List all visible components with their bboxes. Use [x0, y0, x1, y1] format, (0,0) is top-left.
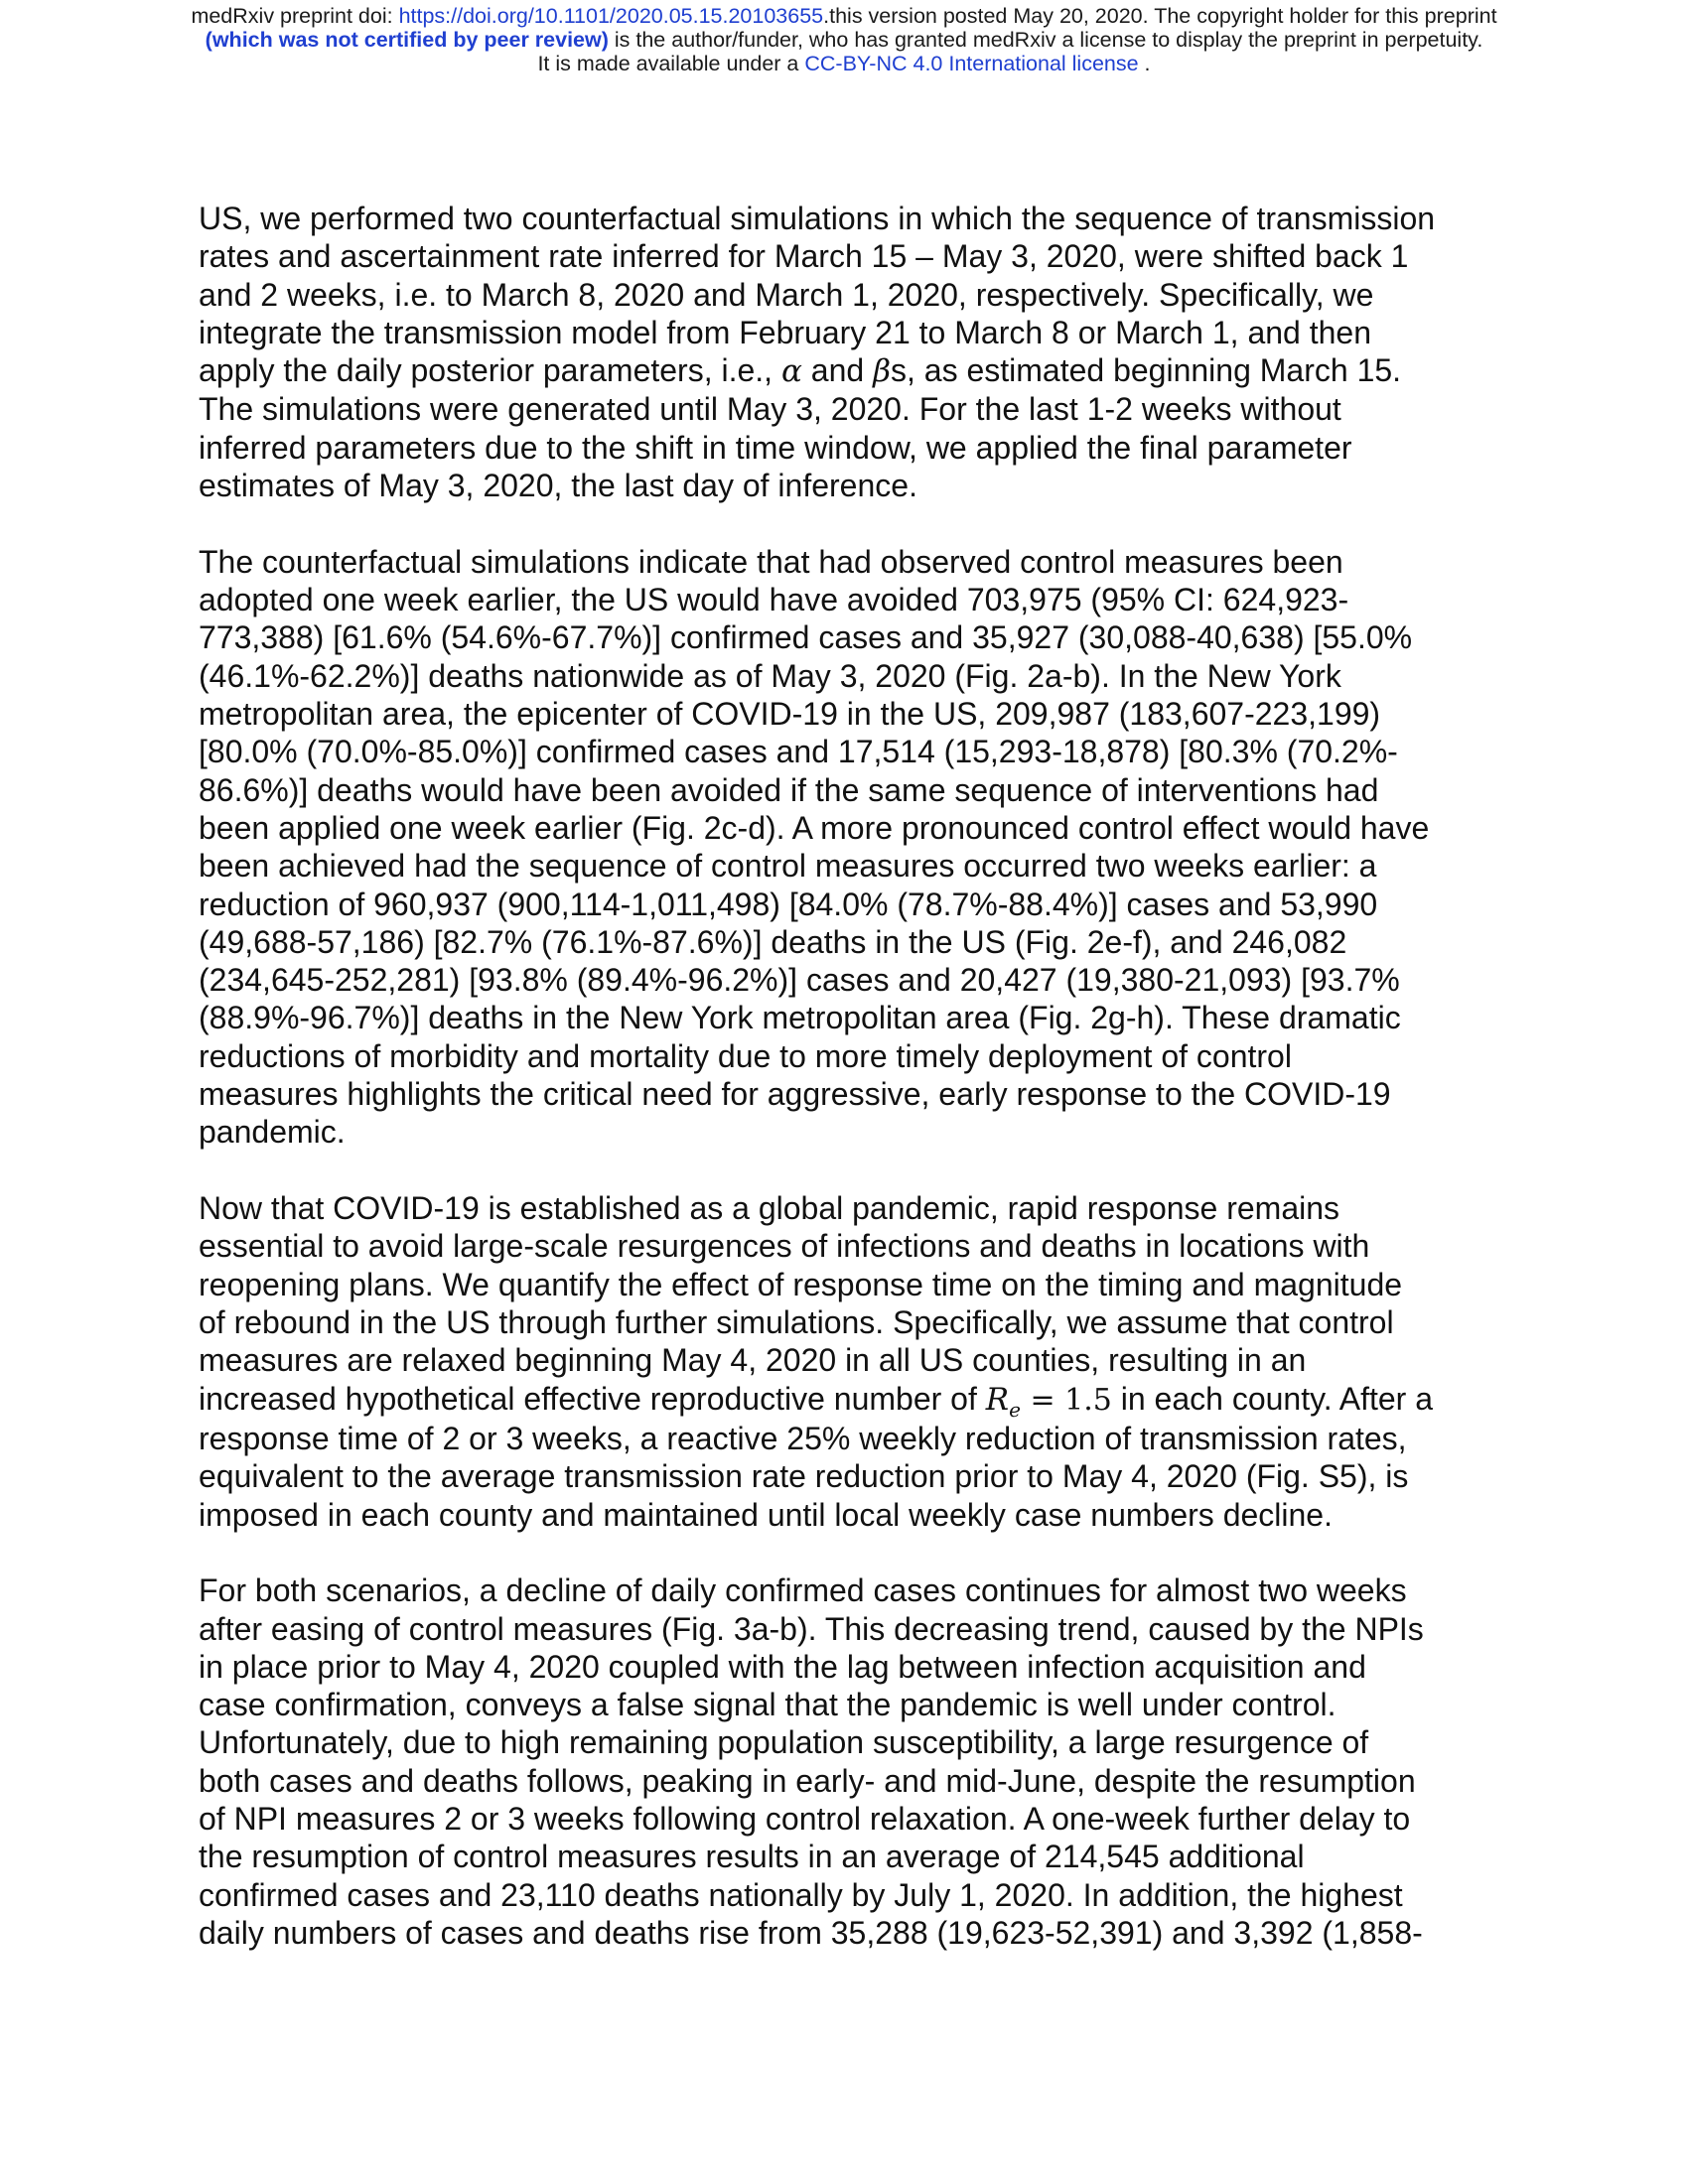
text-line: 773,388) [61.6% (54.6%-67.7%)] confirmed cases and 35,927 (30,088-40,638) [55.0% — [199, 619, 1413, 656]
text-fragment: apply the daily posterior parameters, i.e., — [199, 352, 781, 389]
banner-line-2 — [0, 28, 1688, 52]
banner-line-3 — [0, 52, 1688, 75]
text-line: (49,688-57,186) [82.7% (76.1%-87.6%)] deaths in the US (Fig. 2e-f), and 246,082 — [199, 923, 1347, 960]
text-line: reductions of morbidity and mortality due to more timely deployment of control — [199, 1037, 1292, 1074]
text-line: essential to avoid large-scale resurgences of infections and deaths in locations with — [199, 1228, 1370, 1265]
text-line: 86.6%)] deaths would have been avoided if the same sequence of interventions had — [199, 771, 1379, 808]
text-line-with-math — [199, 1380, 1509, 1420]
license-link[interactable]: CC-BY-NC 4.0 International license — [804, 52, 1139, 75]
text-line: metropolitan area, the epicenter of COVID-19 in the US, 209,987 (183,607-223,199) — [199, 696, 1381, 733]
text-line: (46.1%-62.2%)] deaths nationwide as of May 3, 2020 (Fig. 2a-b). In the New York — [199, 657, 1341, 694]
text-line: reduction of 960,937 (900,114-1,011,498) [84.0% (78.7%-88.4%)] cases and 53,990 — [199, 886, 1378, 922]
text-line: inferred parameters due to the shift in time window, we applied the final parameter — [199, 429, 1352, 466]
text-line: measures are relaxed beginning May 4, 2020 in all US counties, resulting in an — [199, 1342, 1307, 1379]
text-line: pandemic. — [199, 1114, 346, 1151]
text-line: The simulations were generated until May 3, 2020. For the last 1-2 weeks without — [199, 391, 1341, 428]
text-line: after easing of control measures (Fig. 3a-b). This decreasing trend, caused by the NPIs — [199, 1610, 1424, 1647]
text-line: adopted one week earlier, the US would have avoided 703,975 (95% CI: 624,923- — [199, 582, 1349, 618]
text-fragment: in each county. After a — [1111, 1380, 1434, 1417]
text-line: and 2 weeks, i.e. to March 8, 2020 and March 1, 2020, respectively. Specifically, we — [199, 276, 1374, 313]
text-line: been applied one week earlier (Fig. 2c-d). A more pronounced control effect would have — [199, 809, 1430, 846]
paragraph-response-time — [199, 1189, 1509, 1534]
license-statement: is the author/funder, who has granted medRxiv a license to display the preprint in perpetuity. — [608, 28, 1483, 52]
peer-review-note: (which was not certified by peer review) — [205, 28, 609, 52]
text-line: the resumption of control measures results in an average of 214,545 additional — [199, 1839, 1305, 1875]
text-fragment: and — [801, 352, 874, 389]
text-line: Unfortunately, due to high remaining population susceptibility, a large resurgence of — [199, 1724, 1369, 1761]
banner-line-1 — [0, 4, 1688, 28]
text-fragment: increased hypothetical effective reproductive number of — [199, 1380, 986, 1417]
re-letter: R — [985, 1381, 1010, 1418]
text-line: Now that COVID-19 is established as a global pandemic, rapid response remains — [199, 1190, 1340, 1227]
text-line: imposed in each county and maintained until local weekly case numbers decline. — [199, 1496, 1333, 1533]
text-line: case confirmation, conveys a false signal that the pandemic is well under control. — [199, 1687, 1336, 1723]
text-line: been achieved had the sequence of control measures occurred two weeks earlier: a — [199, 848, 1377, 885]
text-line: equivalent to the average transmission rate reduction prior to May 4, 2020 (Fig. S5), is — [199, 1458, 1409, 1495]
page-body — [199, 200, 1509, 1990]
text-line: of rebound in the US through further simulations. Specifically, we assume that control — [199, 1304, 1394, 1341]
posting-note: .this version posted May 20, 2020. The copyright holder for this preprint — [823, 4, 1497, 28]
paragraph-resurgence — [199, 1571, 1509, 1952]
text-line: daily numbers of cases and deaths rise from 35,288 (19,623-52,391) and 3,392 (1,858- — [199, 1914, 1423, 1951]
alpha-symbol: α — [780, 353, 802, 390]
doi-link[interactable]: https://doi.org/10.1101/2020.05.15.20103655 — [398, 4, 824, 28]
text-line: (234,645-252,281) [93.8% (89.4%-96.2%)] cases and 20,427 (19,380-21,093) [93.7% — [199, 962, 1400, 999]
text-line: confirmed cases and 23,110 deaths nationally by July 1, 2020. In addition, the highest — [199, 1876, 1403, 1913]
text-line: For both scenarios, a decline of daily confirmed cases continues for almost two weeks — [199, 1572, 1407, 1609]
text-line: measures highlights the critical need for aggressive, early response to the COVID-19 — [199, 1076, 1391, 1113]
text-line: of NPI measures 2 or 3 weeks following control relaxation. A one-week further delay to — [199, 1801, 1411, 1838]
beta-symbol: β — [873, 353, 891, 390]
text-line: (88.9%-96.7%)] deaths in the New York metropolitan area (Fig. 2g-h). These dramatic — [199, 1000, 1401, 1036]
text-line: rates and ascertainment rate inferred for March 15 – May 3, 2020, were shifted back 1 — [199, 238, 1409, 275]
re-subscript: e — [1009, 1397, 1021, 1422]
text-fragment: s, as estimated beginning March 15. — [890, 352, 1402, 389]
re-value: = 1.5 — [1020, 1382, 1112, 1418]
banner-prefix: medRxiv preprint doi: — [191, 4, 399, 28]
paragraph-counterfactual-methods — [199, 200, 1509, 504]
text-line: estimates of May 3, 2020, the last day of inference. — [199, 468, 917, 504]
text-line: US, we performed two counterfactual simulations in which the sequence of transmission — [199, 201, 1436, 236]
text-line: reopening plans. We quantify the effect of response time on the timing and magnitude — [199, 1266, 1403, 1302]
license-prefix: It is made available under a — [537, 52, 805, 75]
paragraph-counterfactual-results — [199, 543, 1509, 1152]
text-line: both cases and deaths follows, peaking in early- and mid-June, despite the resumption — [199, 1762, 1416, 1799]
text-line: response time of 2 or 3 weeks, a reactive 25% weekly reduction of transmission rates, — [199, 1420, 1407, 1456]
text-line: [80.0% (70.0%-85.0%)] confirmed cases and 17,514 (15,293-18,878) [80.3% (70.2%- — [199, 734, 1398, 770]
text-line: in place prior to May 4, 2020 coupled with the lag between infection acquisition and — [199, 1648, 1366, 1685]
text-line: integrate the transmission model from February 21 to March 8 or March 1, and then — [199, 314, 1371, 350]
license-suffix: . — [1138, 52, 1151, 75]
reproductive-number-symbol — [985, 1381, 1021, 1422]
preprint-banner — [0, 4, 1688, 75]
text-line: The counterfactual simulations indicate that had observed control measures been — [199, 543, 1343, 580]
text-line-with-math — [199, 351, 1509, 390]
